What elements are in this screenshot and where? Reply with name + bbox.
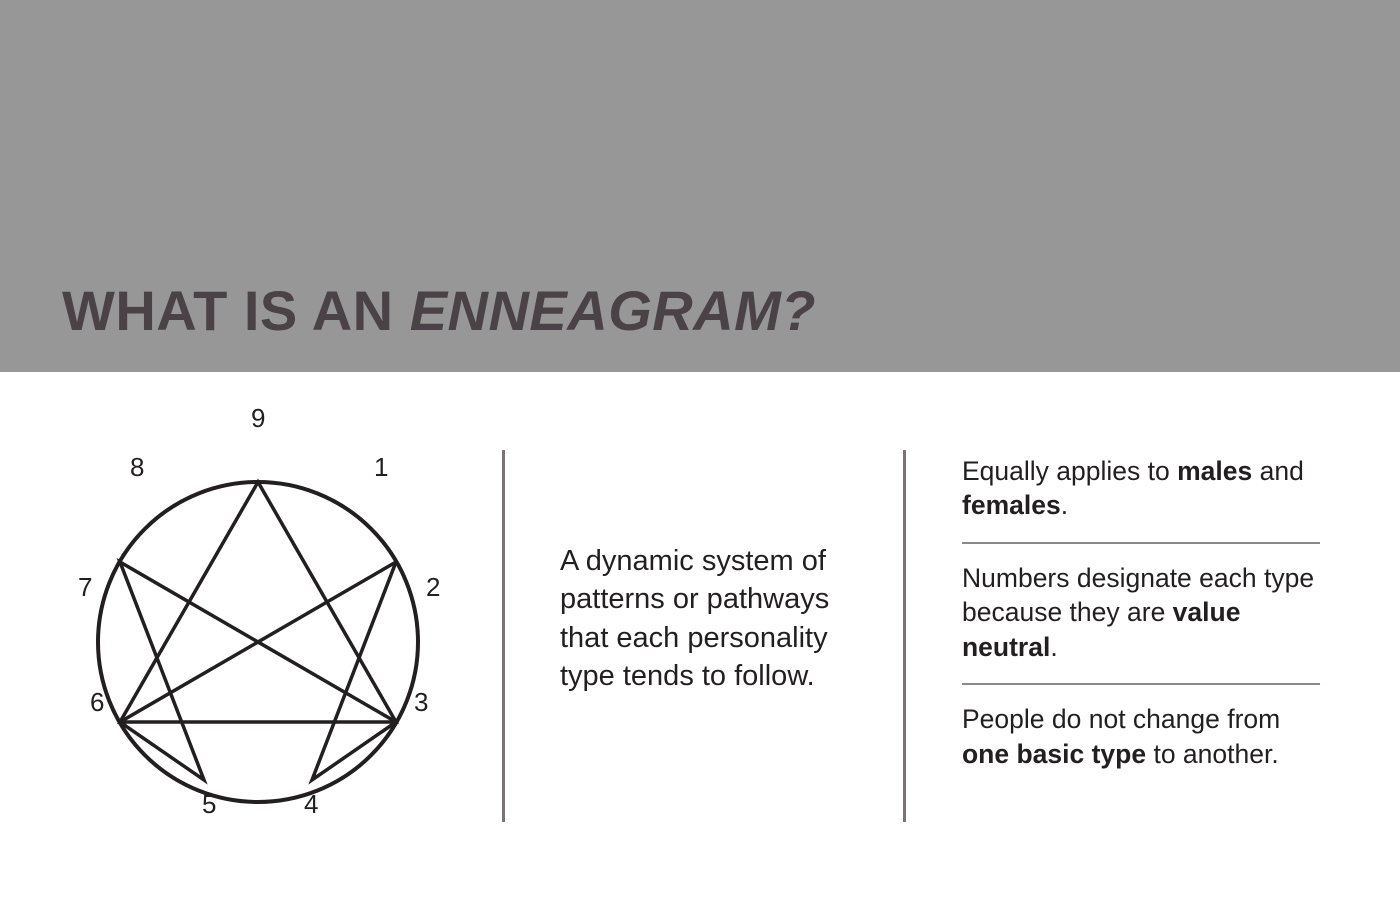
facts-divider-2 [962,683,1320,685]
fact-2-tail: . [1050,631,1058,662]
page-title [62,279,817,342]
enneagram-hexad [120,562,396,780]
enneagram-point-5: 5 [202,789,217,819]
fact-item-3 [962,702,1330,771]
fact-1-mid: and [1252,456,1304,486]
divider-left [502,450,505,822]
facts-divider-1 [962,542,1320,544]
header-band [0,0,1400,372]
fact-3-mid: to another. [1146,738,1279,769]
content-area [0,372,1400,906]
enneagram-point-7: 7 [78,572,93,602]
enneagram-point-9: 9 [251,403,266,433]
enneagram-point-3: 3 [414,687,429,717]
enneagram-point-4: 4 [304,789,319,819]
fact-1-bold-1: males [1177,456,1253,486]
fact-3-lead: People do not change from [962,704,1281,735]
enneagram-triangle [120,482,396,722]
divider-right [903,450,906,822]
page-title-plain: WHAT IS AN [62,279,410,342]
enneagram-point-1: 1 [374,452,389,482]
enneagram-point-2: 2 [426,572,441,602]
facts-column [962,454,1330,771]
fact-2-bold-1: value neutral [962,597,1241,662]
enneagram-figure [70,403,480,827]
enneagram-svg [70,427,480,827]
page-title-emphasis: ENNEAGRAM? [409,279,817,342]
fact-1-bold-2: females [962,490,1061,521]
enneagram-point-8: 8 [130,452,145,482]
fact-1-tail: . [1060,490,1069,521]
fact-1-lead: Equally applies to [962,456,1178,486]
fact-2-lead: Numbers designate each type because they are [962,562,1315,628]
fact-item-1 [962,454,1330,523]
definition-paragraph: A dynamic system of patterns or pathways that each personality type tends to follow. [560,545,830,692]
fact-3-bold-1: one basic type [962,738,1147,769]
enneagram-point-6: 6 [90,687,105,717]
fact-item-2 [962,561,1330,664]
